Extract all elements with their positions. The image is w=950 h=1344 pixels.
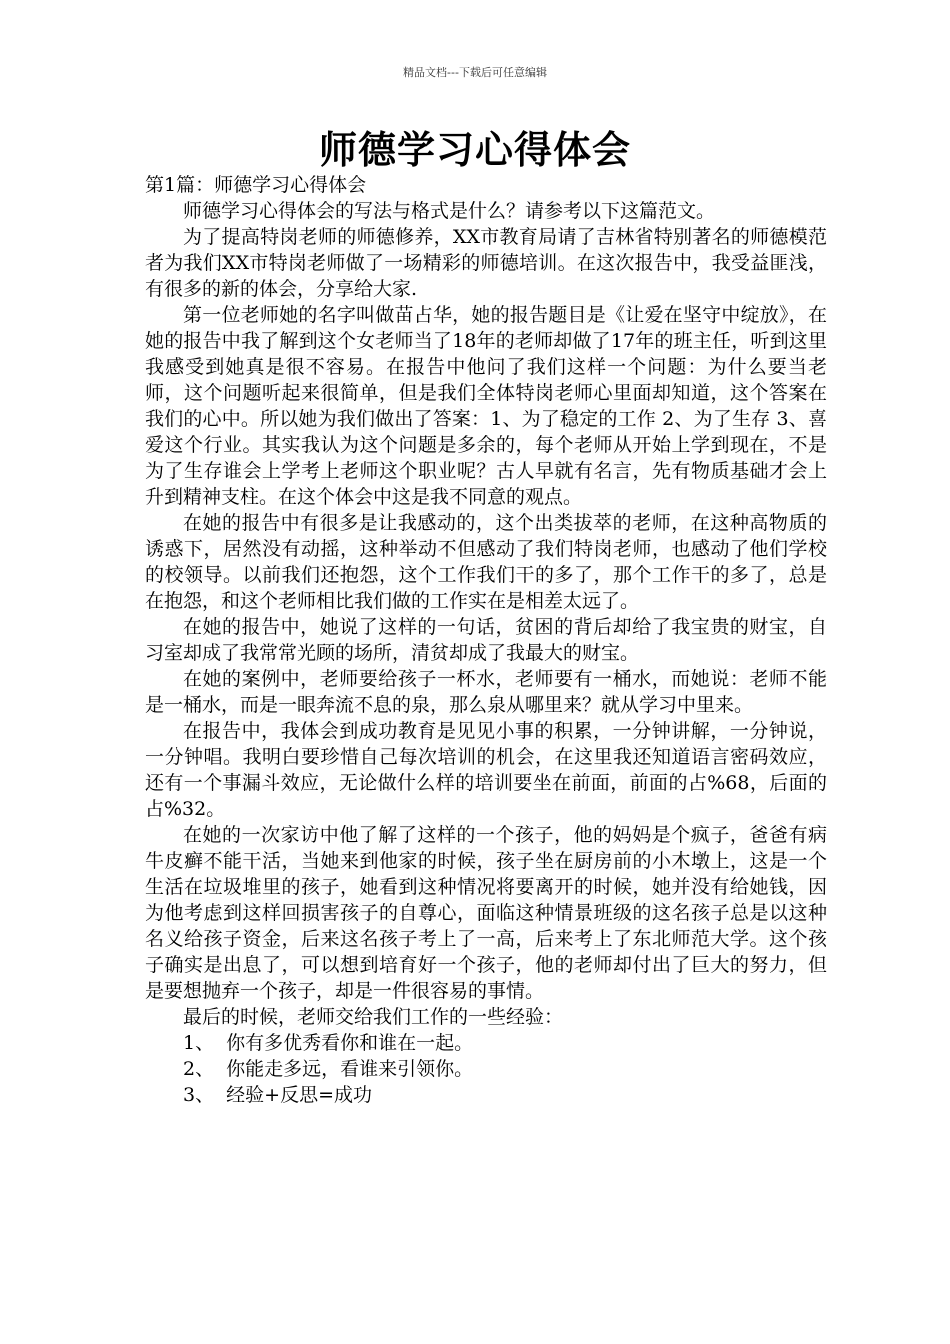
paragraph-first-teacher: 第一位老师她的名字叫做苗占华，她的报告题目是《让爱在坚守中绽放》，在她的报告中我了解到这个女老师当了18年的老师却做了17年的班主任，听到这里我感受到她真是很不容易。在报告中他问了我们这样一个问题：为什么要当老师，这个问题听起来很简单，但是我们全体特岗老师心里面却知道，这个答案在我们的心中。所以她为我们做出了答案：1、为了稳定的工作 2、为了生存 3、喜爱这个行业。其实我认为这个问题是多余的，每个老师从开始上学到现在，不是为了生存谁会上学考上老师这个职业呢？古人早就有名言，先有物质基础才会上升到精神支柱。在这个体会中这是我不同意的观点。 bbox=[145, 304, 827, 508]
paragraph-success: 在报告中，我体会到成功教育是见见小事的积累，一分钟讲解，一分钟说，一分钟唱。我明白要珍惜自己每次培训的机会，在这里我还知道语言密码效应，还有一个事漏斗效应，无论做什么样的培训要坐在前面，前面的占%68，后面的占%32。 bbox=[145, 720, 827, 820]
paragraph-quote: 在她的报告中，她说了这样的一句话，贫困的背后却给了我宝贵的财宝，自习室却成了我常常光顾的场所，清贫却成了我最大的财宝。 bbox=[145, 616, 827, 664]
list-item: 2、 你能走多远，看谁来引领你。 bbox=[183, 1058, 474, 1080]
paragraph-experience: 最后的时候，老师交给我们工作的一些经验： bbox=[183, 1006, 564, 1028]
paragraph-case: 在她的案例中，老师要给孩子一杯水，老师要有一桶水，而她说：老师不能是一桶水，而是一眼奔流不息的泉，那么泉从哪里来？就从学习中里来。 bbox=[145, 668, 827, 716]
document-title: 师德学习心得体会 bbox=[318, 128, 631, 172]
paragraph-moved: 在她的报告中有很多是让我感动的，这个出类拔萃的老师，在这种高物质的诱惑下，居然没有动摇，这种举动不但感动了我们特岗老师，也感动了他们学校的校领导。以前我们还抱怨，这个工作我们干的多了，那个工作干的多了，总是在抱怨，和这个老师相比我们做的工作实在是相差太远了。 bbox=[145, 512, 827, 612]
document-body bbox=[145, 172, 827, 1108]
list-item: 3、 经验+反思=成功 bbox=[183, 1084, 373, 1106]
paragraph-intro: 师德学习心得体会的写法与格式是什么？请参考以下这篇范文。 bbox=[183, 200, 716, 222]
paragraph-home-visit: 在她的一次家访中他了解了这样的一个孩子，他的妈妈是个疯子，爸爸有病牛皮癣不能干活，当她来到他家的时候，孩子坐在厨房前的小木墩上，这是一个生活在垃圾堆里的孩子，她看到这种情况将要离开的时候，她并没有给她钱，因为他考虑到这样回损害孩子的自尊心，面临这种情景班级的这名孩子总是以这种名义给孩子资金，后来这名孩子考上了一高，后来考上了东北师范大学。这个孩子确实是出息了，可以想到培育好一个孩子，他的老师却付出了巨大的努力，但是要想抛弃一个孩子，却是一件很容易的事情。 bbox=[145, 824, 827, 1002]
header-note: 精品文档---下载后可任意编辑 bbox=[403, 66, 547, 79]
paragraph-training: 为了提高特岗老师的师德修养，XX市教育局请了吉林省特别著名的师德模范者为我们XX市特岗老师做了一场精彩的师德培训。在这次报告中，我受益匪浅，有很多的新的体会，分享给大家. bbox=[145, 226, 827, 300]
list-item: 1、 你有多优秀看你和谁在一起。 bbox=[183, 1032, 474, 1054]
section-heading: 第1篇：师德学习心得体会 bbox=[145, 174, 367, 196]
